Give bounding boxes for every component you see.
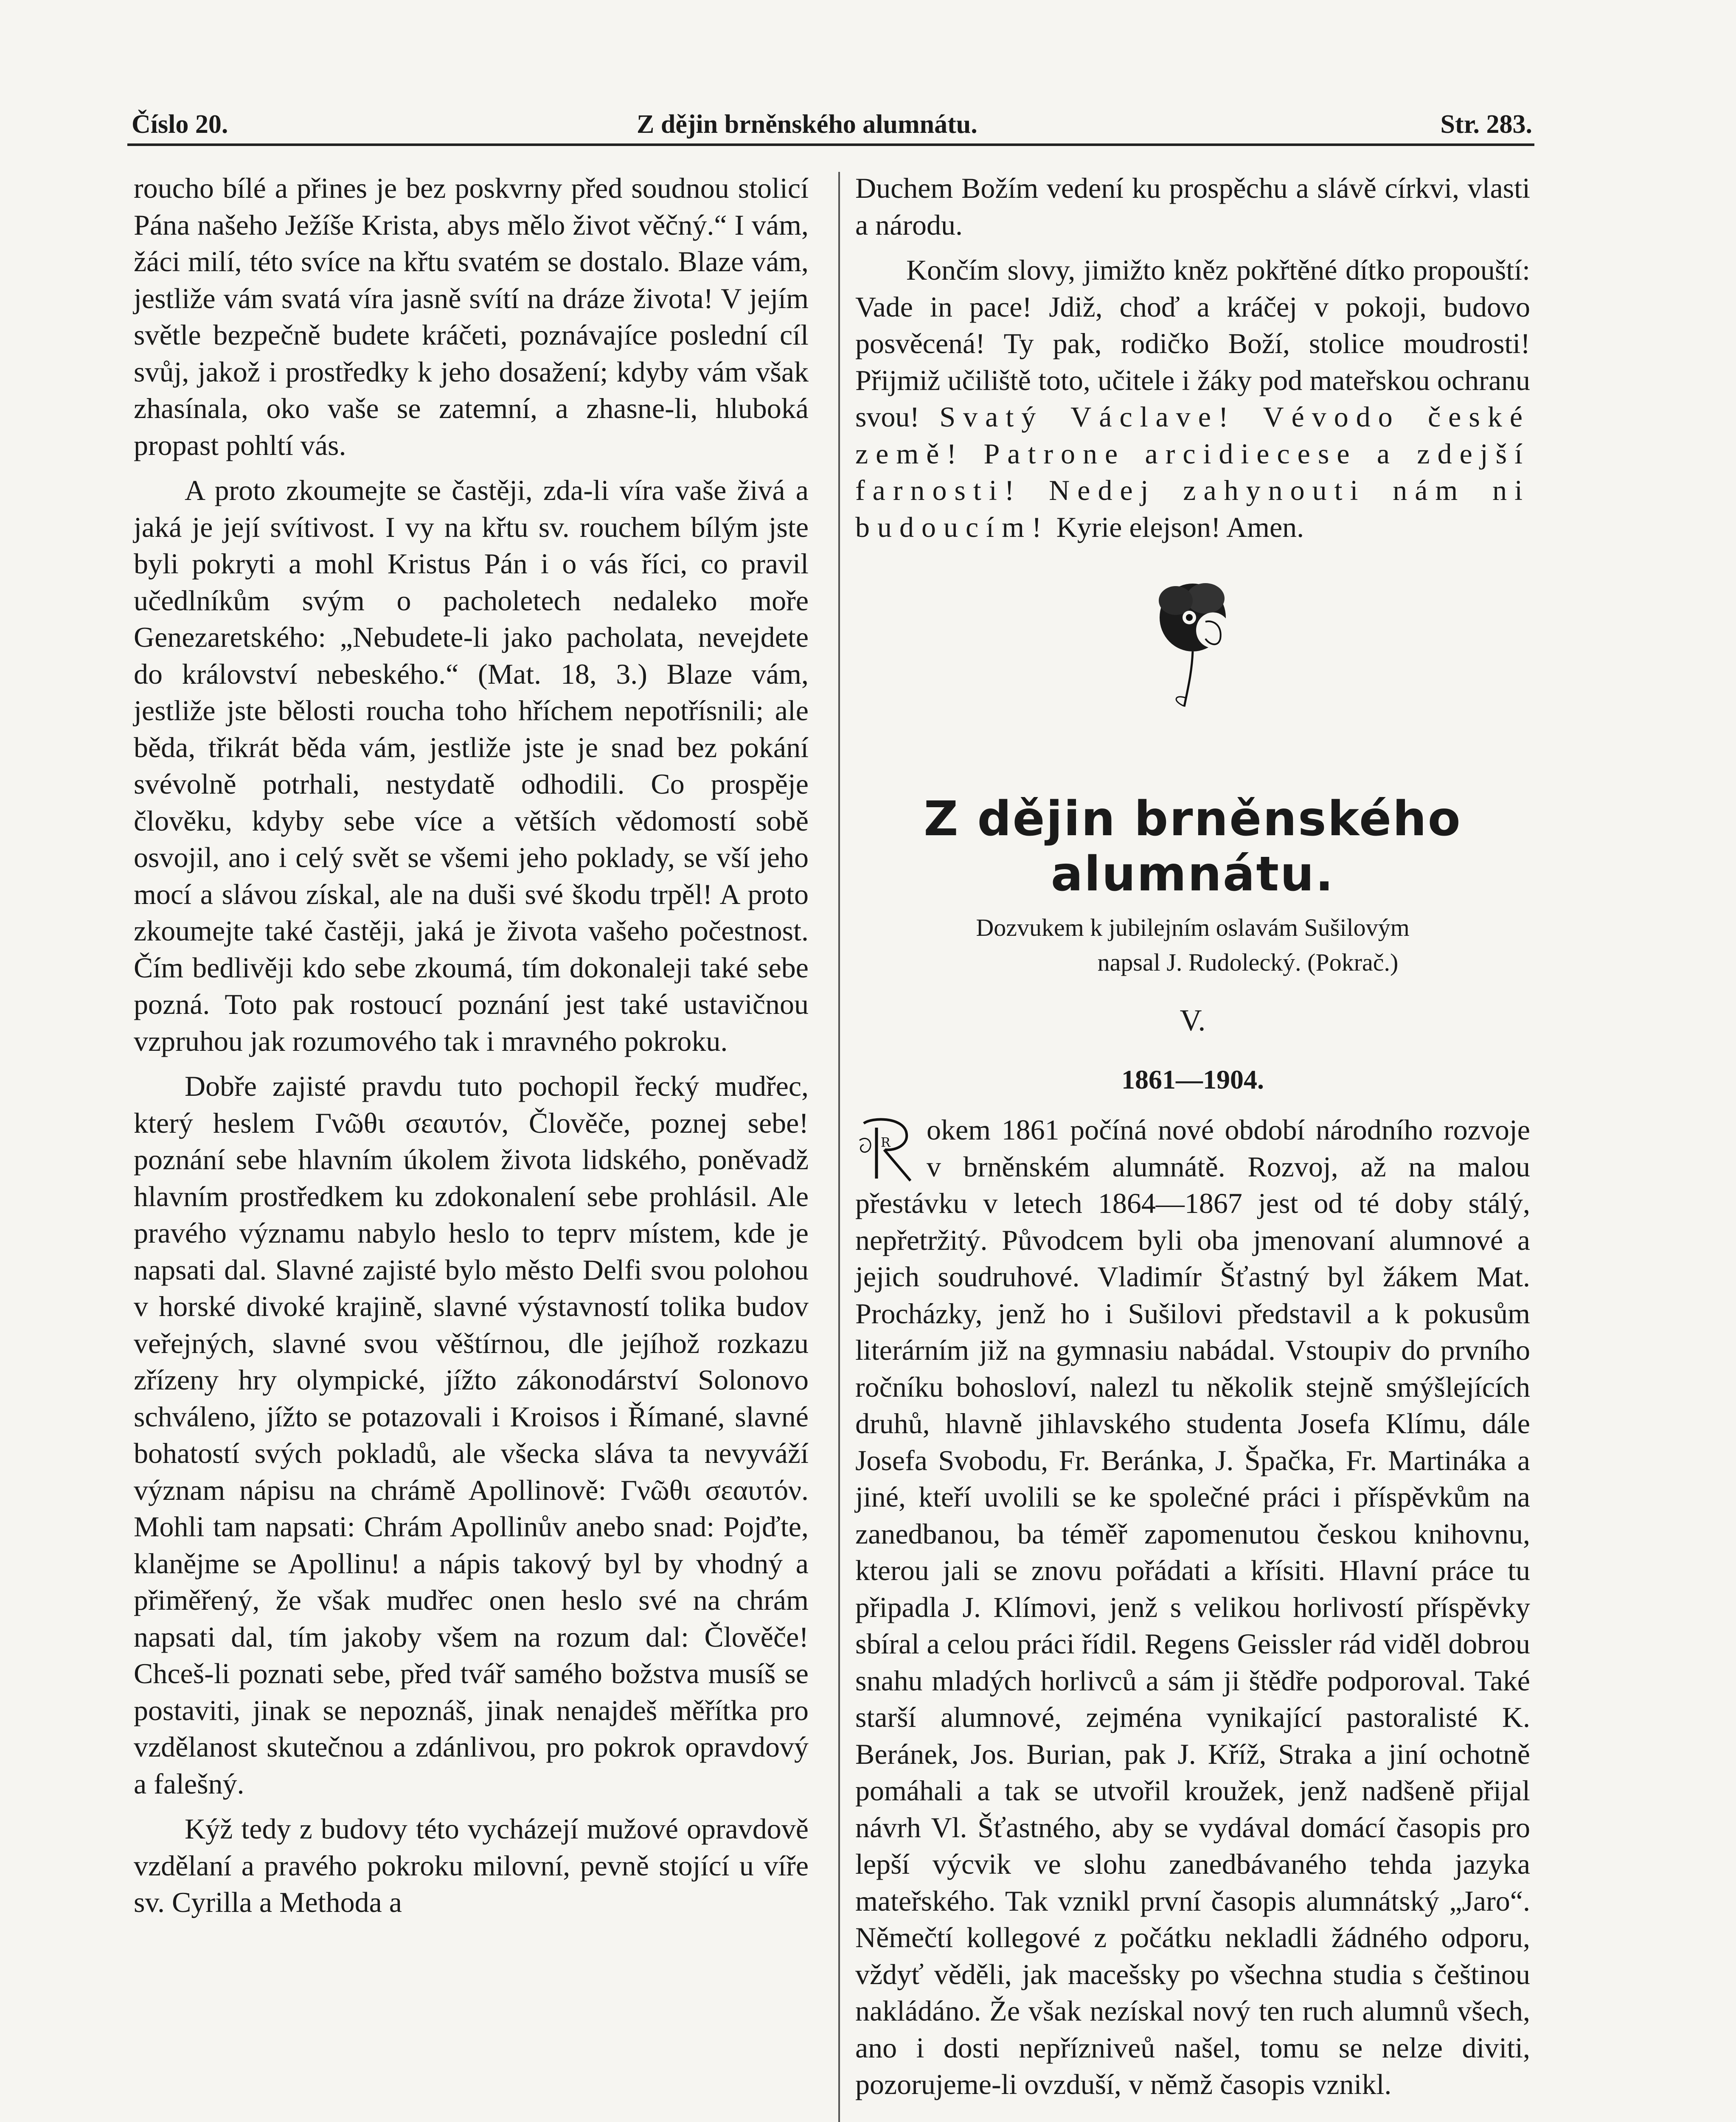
closing-paragraph — [855, 252, 1530, 545]
article-title: Z dějin brněnského alumnátu. — [924, 792, 1462, 902]
paragraph: Dobře zajisté pravdu tuto pochopil řecký mudřec, který heslem Γνῶθι σεαυτόν, Člověče, poznej sebe! poznání sebe hlavním úkolem života lidského, poněvadž hlavním prostředkem ku zdokonalení sebe prohlásil. Ale pravého významu nabylo heslo to teprv místem, kde je napsati dal. Slavné zajisté bylo město Delfi svou polohou v horské divoké krajině, slavné výstavností tolika budov veřejných, slavné svou věštírnou, dle jejíhož rozkazu zřízeny hry olympické, jížto zákonodárství Solonovo schváleno, jížto se potazovali i Kroisos i Římané, slavné bohatostí svých pokladů, ale všecka sláva ta nevyváží význam nápisu na chrámě Apollinově: Γνῶθι σεαυτόν. Mohli tam napsati: Chrám Apollinův anebo snad: Pojďte, klanějme se Apollinu! a nápis takový byl by vhodný a přiměřený, že však mudřec onen heslo své na chrám napsati dal, tím jakoby všem na rozum dal: Člověče! Chceš-li poznati sebe, před tvář samého božstva musíš se postaviti, jinak se nepoznáš, jinak nenajdeš měřítka pro vzdělanost skutečnou a zdánlivou, pro pokrok opravdový a falešný. — [134, 1070, 809, 1800]
issue-number: Číslo 20. — [132, 110, 228, 139]
closing-text: Končím slovy, jimižto kněz pokřtěné dítko propouští: Vade in pace! Jdiž, choď a kráčej v pokoji, budovo posvěcená! Ty pak, rodičko Boží, stolice moudrosti! Přijmiž učiliště toto, učitele i žáky pod mateřskou ochranu svou! — [855, 254, 1530, 433]
header-rule — [127, 143, 1534, 146]
spaced-invocation: Svatý Václave! Vévodo české země! Patrone arcidiecese a zdejší farnosti! Nedej zahynouti nám ni budoucím! — [855, 401, 1531, 543]
chapter-number: V. — [1180, 1003, 1206, 1037]
dropcap-letter: R — [881, 1135, 890, 1150]
flower-ornament-icon — [1142, 571, 1244, 711]
chapter-years: 1861—1904. — [1121, 1064, 1264, 1095]
subtitle-line: Dozvukem k jubilejním oslavám Sušilovým — [976, 914, 1410, 941]
paragraph: roucho bílé a přines je bez poskvrny před soudnou stolicí Pána našeho Ježíše Krista, abys mělo život věčný.“ I vám, žáci milí, této svíce na křtu svatém se dostalo. Blaze vám, jestliže vám svatá víra jasně svítí na dráze života! V jejím světle bezpečně budete kráčeti, poznávajíce poslední cíl svůj, jakož i prostředky k jeho dosažení; kdyby vám však zhasínala, oko vaše se zatemní, a zhasne-li, hluboká propast pohltí vás. — [134, 172, 809, 461]
dropcap-r-icon — [855, 1115, 919, 1183]
column-divider — [838, 172, 840, 2122]
closing-amen: Kyrie elejson! Amen. — [1056, 511, 1304, 543]
paragraph: Kýž tedy z budovy této vycházejí mužové opravdově vzdělaní a pravého pokroku milovní, pevně stojící u víře sv. Cyrilla a Methoda a — [134, 1813, 809, 1918]
left-column — [134, 170, 809, 1921]
page-number: Str. 283. — [1440, 110, 1532, 139]
article-subtitle — [855, 910, 1530, 980]
paragraph: A proto zkoumejte se častěji, zda-li víra vaše živá a jaká je její svítivost. I vy na křtu sv. rouchem bílým jste byli pokryti a mohl Kristus Pán i o vás říci, co pravil učedlníkům svým o pacholetech nedaleko moře Genezaretského: „Nebudete-li jako pacholata, nevejdete do království nebeského.“ (Mat. 18, 3.) Blaze vám, jestliže jste bělosti roucha toho hříchem nepotřísnili; ale běda, třikrát běda vám, jestliže jste je snad bez pokání svévolně potrhali, nestydatě odhodili. Co prospěje člověku, kdyby sebe více a větších vědomostí sobě osvojil, ano i celý svět se všemi jeho poklady, se vší jeho mocí a slávou získal, ale na duši své škodu trpěl! A proto zkoumejte také častěji, jaká je života vašeho počestnost. Čím bedlivěji kdo sebe zkoumá, tím dokonaleji také sebe pozná. Toto pak rostoucí poznání jest také ustavičnou vzpruhou jak rozumového tak i mravného pokroku. — [134, 474, 809, 1057]
article-body — [855, 1112, 1530, 2103]
right-column — [855, 170, 1530, 2103]
byline: napsal J. Rudolecký. (Pokrač.) — [1097, 949, 1399, 976]
running-title: Z dějin brněnského alumnátu. — [637, 110, 978, 139]
running-header — [132, 101, 1532, 143]
paragraph: Duchem Božím vedení ku prospěchu a slávě církvi, vlasti a národu. — [855, 172, 1530, 241]
article-body-text: okem 1861 počíná nové období národního rozvoje v brněnském alumnátě. Rozvoj, až na malou přestávku v letech 1864—1867 jest od té doby stálý, nepřetržitý. Původcem byli oba jmenovaní alumnové a jejich soudruhové. Vladimír Šťastný byl žákem Mat. Procházky, jenž ho i Sušilovi představil a k pokusům literárním již na gymnasiu nabádal. Vstoupiv do prvního ročníku bohosloví, nalezl tu několik stejně smýšlejících druhů, hlavně jihlavského studenta Josefa Klímu, dále Josefa Svobodu, Fr. Beránka, J. Špačka, Fr. Martináka a jiné, kteří uvolili se ke společné práci i příspěvkům na zanedbanou, ba téměř zapomenutou českou knihovnu, kterou jali se znovu pořádati a křísiti. Hlavní práce tu připadla J. Klímovi, jenž s velikou horlivostí příspěvky sbíral a celou práci řídil. Regens Geissler rád viděl dobrou snahu mladých horlivců a sám ji štědře podporoval. Také starší alumnové, zejména vynikající pastoralisté K. Beránek, Jos. Burian, pak J. Kříž, Straka a jiní ochotně pomáhali a tak se utvořil kroužek, jenž nadšeně přijal návrh Vl. Šťastného, aby se vydával domácí časopis pro lepší výcvik ve slohu zanedbávaného tehda jazyka mateřského. Tak vznikl první časopis alumnátský „Jaro“. Němečtí kollegové z počátku nekladli žádného odporu, vždyť věděli, jak macešsky po všechna studia s češtinou nakládáno. Že však nezískal nový ten ruch alumnů všech, ano i dosti nepřízniveů našel, tomu se nelze diviti, pozorujeme-li ovzduší, v němž časopis vznikl. — [855, 1114, 1530, 2100]
